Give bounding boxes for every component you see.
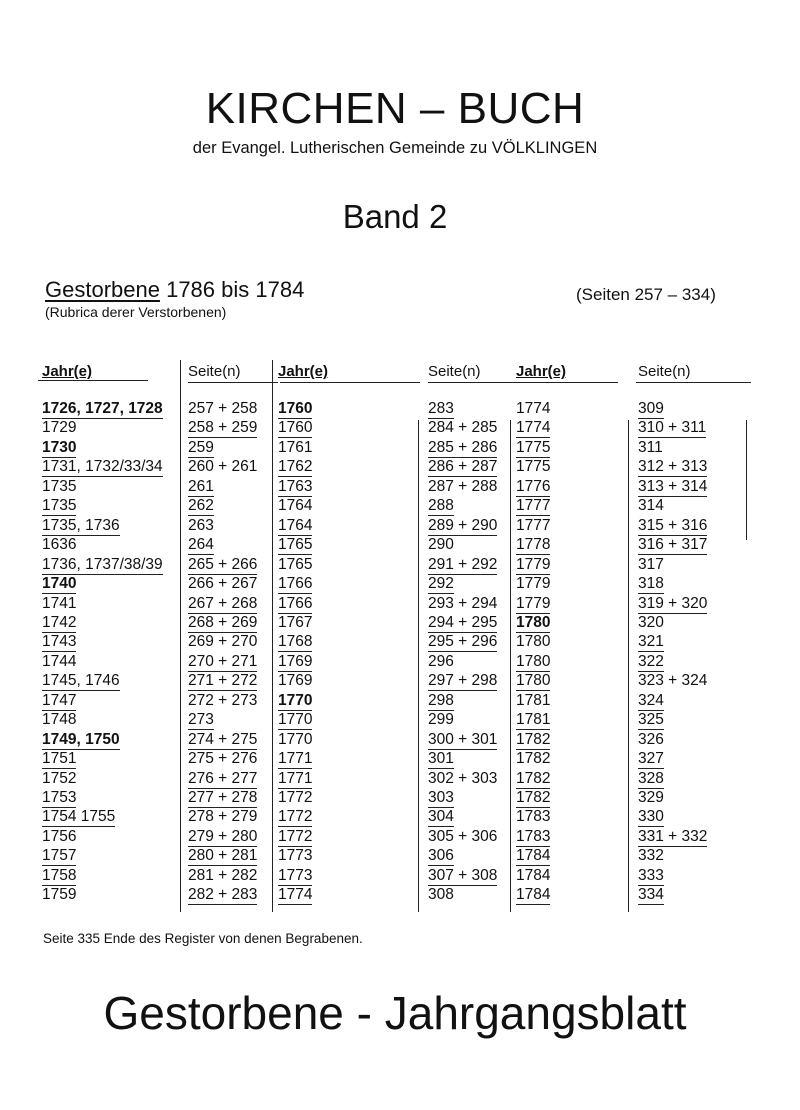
year-cell: 1759	[42, 886, 77, 904]
year-cell: 1743	[42, 633, 77, 651]
year-cell: 1756	[42, 827, 77, 845]
year-cell: 1770	[278, 691, 313, 709]
year-cell: 1741	[42, 594, 77, 612]
year-cell: 1636	[42, 536, 77, 554]
year-cell: 1780	[516, 672, 551, 690]
year-cell: 1772	[278, 808, 313, 826]
year-cell: 1784	[516, 847, 551, 865]
page-cell: 269 + 270	[188, 633, 258, 651]
year-cell: 1765	[278, 536, 313, 554]
page-cell: 257 + 258	[188, 400, 258, 417]
page-cell: 300 + 301	[428, 730, 498, 748]
year-cell: 1735	[42, 477, 77, 495]
year-cell: 1780	[516, 633, 551, 651]
year-cell: 1776	[516, 477, 551, 495]
page-cell: 298	[428, 691, 454, 709]
page-cell: 324	[638, 691, 664, 709]
section-heading-underlined: Gestorbene	[45, 277, 160, 302]
page-cell: 319 + 320	[638, 594, 708, 612]
column-divider	[628, 420, 629, 912]
page-cell: 307 + 308	[428, 866, 498, 884]
year-cell: 1773	[278, 847, 313, 865]
volume-label: Band 2	[342, 198, 448, 235]
year-cell: 1742	[42, 613, 77, 631]
page-cell: 303	[428, 789, 454, 806]
year-cell: 1769	[278, 672, 313, 690]
page-cell: 276 + 277	[188, 769, 258, 787]
page-cell: 275 + 276	[188, 750, 258, 768]
section-heading	[45, 277, 304, 303]
page-cell: 286 + 287	[428, 458, 498, 476]
page-cell: 265 + 266	[188, 555, 258, 573]
page-cell: 284 + 285	[428, 419, 498, 437]
header-rule	[38, 380, 148, 381]
year-cell: 1783	[516, 808, 551, 826]
year-cell: 1757	[42, 847, 77, 865]
year-cell: 1731, 1732/33/34	[42, 458, 163, 476]
year-cell: 1781	[516, 691, 551, 709]
page-cell: 316 + 317	[638, 536, 708, 554]
page-cell: 261	[188, 477, 214, 495]
year-cell: 1758	[42, 866, 77, 884]
year-cell: 1777	[516, 497, 551, 515]
page-cell: 322	[638, 652, 664, 670]
page-cell: 272 + 273	[188, 691, 258, 709]
document-subtitle: der Evangel. Lutherischen Gemeinde zu VÖLKLINGEN	[192, 139, 598, 157]
year-cell: 1740	[42, 575, 77, 593]
page-cell: 266 + 267	[188, 575, 258, 593]
page-range: (Seiten 257 – 334)	[576, 285, 716, 304]
header-year-2: Jahr(e)	[278, 363, 329, 380]
page-cell: 310 + 311	[638, 419, 707, 437]
year-cell: 1782	[516, 789, 551, 806]
year-cell: 1768	[278, 633, 313, 651]
year-cell: 1783	[516, 827, 551, 845]
year-cell: 1770	[278, 711, 313, 729]
page-cell: 278 + 279	[188, 808, 258, 826]
year-cell: 1778	[516, 536, 551, 554]
sheet-title: Gestorbene - Jahrgangsblatt	[103, 987, 687, 1039]
page-cell: 293 + 294	[428, 594, 498, 612]
page-cell: 317	[638, 555, 664, 573]
year-cell: 1775	[516, 458, 551, 476]
page-cell: 330	[638, 808, 664, 826]
page-cell: 280 + 281	[188, 847, 258, 865]
year-cell: 1753	[42, 789, 77, 806]
year-cell: 1761	[278, 438, 313, 456]
year-cell: 1784	[516, 886, 551, 904]
column-divider	[418, 420, 419, 912]
page-cell: 258 + 259	[188, 419, 258, 437]
page-cell: 312 + 313	[638, 458, 708, 476]
year-cell: 1782	[516, 750, 551, 768]
year-cell: 1781	[516, 711, 551, 729]
page-cell: 309	[638, 400, 664, 417]
year-cell: 1774	[516, 419, 551, 437]
year-cell: 1752	[42, 769, 77, 787]
column-divider	[510, 420, 511, 912]
page-cell: 273	[188, 711, 214, 729]
page-cell: 311	[638, 438, 663, 456]
year-cell: 1726, 1727, 1728	[42, 400, 163, 417]
column-divider	[180, 360, 181, 912]
page-cell: 277 + 278	[188, 789, 258, 806]
page-cell: 296	[428, 652, 454, 670]
year-cell: 1774	[516, 400, 551, 417]
header-page-3: Seite(n)	[638, 363, 691, 380]
column-divider	[272, 360, 273, 912]
page-cell: 329	[638, 789, 664, 806]
year-cell: 1782	[516, 769, 551, 787]
page-cell: 288	[428, 497, 454, 515]
page-cell: 283	[428, 400, 454, 417]
page-cell: 262	[188, 497, 214, 515]
page-cell: 294 + 295	[428, 613, 498, 631]
year-cell: 1762	[278, 458, 313, 476]
rubrica-note: (Rubrica derer Verstorbenen)	[45, 304, 227, 320]
header-page-1: Seite(n)	[188, 363, 241, 380]
year-cell: 1772	[278, 827, 313, 845]
year-cell: 1769	[278, 652, 313, 670]
page-cell: 274 + 275	[188, 730, 258, 748]
page-cell: 306	[428, 847, 454, 865]
year-cell: 1736, 1737/38/39	[42, 555, 163, 573]
page-cell: 327	[638, 750, 664, 768]
page-cell: 325	[638, 711, 664, 729]
year-cell: 1779	[516, 555, 551, 573]
page-cell: 292	[428, 575, 454, 593]
year-cell: 1745, 1746	[42, 672, 120, 690]
page-cell: 314	[638, 497, 664, 515]
page-cell: 260 + 261	[188, 458, 258, 476]
year-cell: 1765	[278, 555, 313, 573]
year-cell: 1754 1755	[42, 808, 116, 826]
year-cell: 1747	[42, 691, 77, 709]
year-cell: 1780	[516, 613, 551, 631]
year-cell: 1763	[278, 477, 313, 495]
page-cell: 270 + 271	[188, 652, 258, 670]
header-rule	[518, 382, 618, 383]
header-year-1: Jahr(e)	[42, 363, 93, 380]
page-cell: 301	[428, 750, 454, 768]
page-cell: 295 + 296	[428, 633, 498, 651]
page-cell: 308	[428, 886, 454, 904]
page-cell: 334	[638, 886, 664, 904]
page-cell: 268 + 269	[188, 613, 258, 631]
year-cell: 1749, 1750	[42, 730, 120, 748]
page-cell: 291 + 292	[428, 555, 498, 573]
document-title: KIRCHEN – BUCH	[205, 84, 585, 133]
year-cell: 1777	[516, 516, 551, 534]
section-heading-years: 1786 bis 1784	[159, 277, 305, 302]
year-cell: 1735, 1736	[42, 516, 120, 534]
year-cell: 1764	[278, 497, 313, 515]
page-cell: 320	[638, 613, 664, 631]
year-cell: 1766	[278, 594, 313, 612]
year-cell: 1774	[278, 886, 313, 904]
year-cell: 1748	[42, 711, 77, 729]
year-cell: 1782	[516, 730, 551, 748]
year-cell: 1771	[278, 769, 313, 787]
register-table	[38, 360, 754, 912]
page-cell: 313 + 314	[638, 477, 708, 495]
page-cell: 332	[638, 847, 664, 865]
header-rule	[360, 382, 420, 383]
page-cell: 282 + 283	[188, 886, 258, 904]
year-cell: 1744	[42, 652, 77, 670]
year-cell: 1779	[516, 575, 551, 593]
page-cell: 271 + 272	[188, 672, 258, 690]
column-divider	[746, 420, 747, 540]
year-cell: 1770	[278, 730, 313, 748]
year-cell: 1764	[278, 516, 313, 534]
page-cell: 289 + 290	[428, 516, 498, 534]
year-cell: 1784	[516, 866, 551, 884]
page-cell: 305 + 306	[428, 827, 498, 845]
page-cell: 259	[188, 438, 214, 456]
page-cell: 315 + 316	[638, 516, 708, 534]
page-cell: 328	[638, 769, 664, 787]
year-cell: 1775	[516, 438, 551, 456]
page-cell: 285 + 286	[428, 438, 498, 456]
year-cell: 1779	[516, 594, 551, 612]
year-cell: 1760	[278, 419, 313, 437]
header-rule	[428, 382, 518, 383]
year-cell: 1780	[516, 652, 551, 670]
page-cell: 321	[638, 633, 664, 651]
page-cell: 267 + 268	[188, 594, 258, 612]
header-rule	[636, 382, 751, 383]
year-cell: 1760	[278, 400, 313, 417]
header-rule	[280, 382, 360, 383]
page-cell: 297 + 298	[428, 672, 498, 690]
year-cell: 1771	[278, 750, 313, 768]
page-cell: 290	[428, 536, 454, 554]
page-cell: 287 + 288	[428, 477, 498, 495]
year-cell: 1730	[42, 438, 77, 456]
year-cell: 1773	[278, 866, 313, 884]
year-cell: 1767	[278, 613, 313, 631]
footnote: Seite 335 Ende des Register von denen Begrabenen.	[43, 931, 363, 946]
year-cell: 1735	[42, 497, 77, 515]
page-cell: 264	[188, 536, 214, 554]
page-cell: 326	[638, 730, 664, 748]
page-cell: 281 + 282	[188, 866, 258, 884]
page-cell: 263	[188, 516, 214, 534]
year-cell: 1729	[42, 419, 77, 437]
header-rule	[188, 382, 278, 383]
year-cell: 1772	[278, 789, 313, 806]
header-page-2: Seite(n)	[428, 363, 481, 380]
page-cell: 333	[638, 866, 664, 884]
page-cell: 302 + 303	[428, 769, 498, 787]
page-cell: 331 + 332	[638, 827, 708, 845]
year-cell: 1751	[42, 750, 77, 768]
page-cell: 323 + 324	[638, 672, 708, 690]
page-cell: 304	[428, 808, 454, 826]
page-cell: 299	[428, 711, 454, 729]
page-cell: 279 + 280	[188, 827, 258, 845]
header-year-3: Jahr(e)	[516, 363, 567, 380]
page-cell: 318	[638, 575, 664, 593]
year-cell: 1766	[278, 575, 313, 593]
